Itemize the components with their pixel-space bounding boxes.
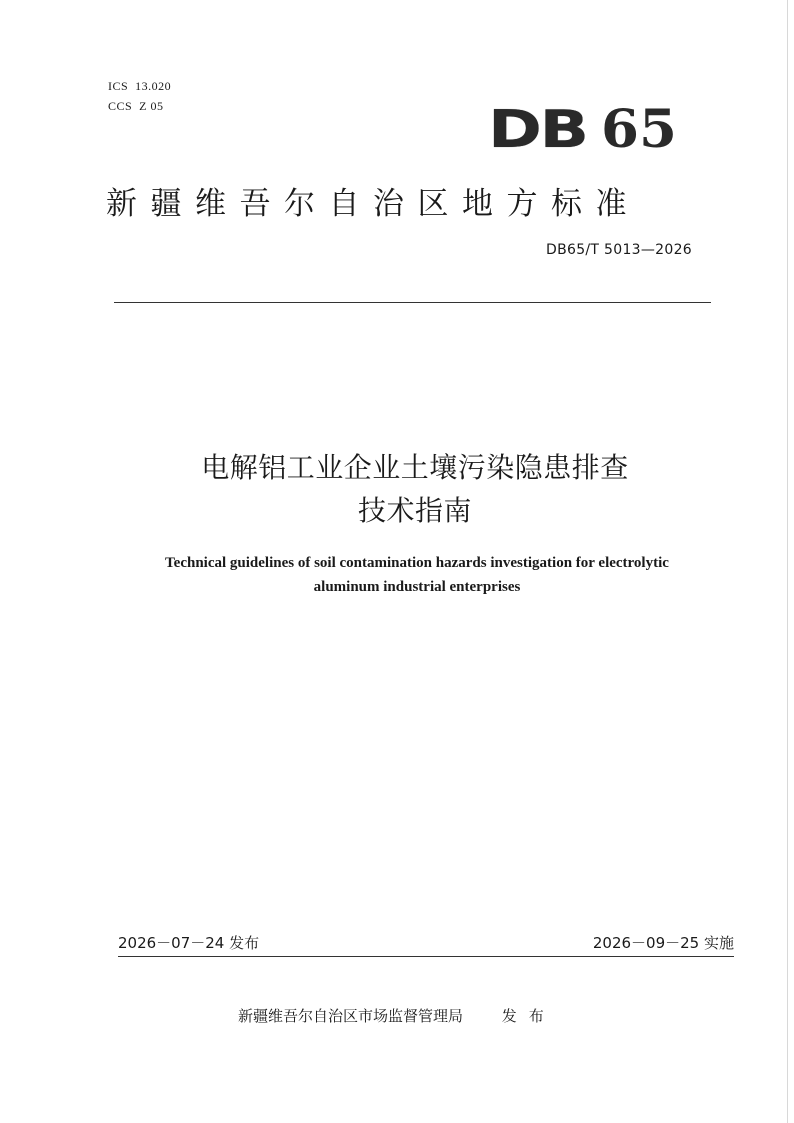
title-chinese: [0, 446, 794, 532]
publisher-line: [238, 1005, 556, 1027]
ccs-code: CCS Z 05: [108, 99, 164, 113]
publisher-name: 新疆维吾尔自治区市场监督管理局: [238, 1007, 464, 1025]
issue-date: 2026－07－24 发布: [118, 934, 260, 952]
db-standard-logo: [488, 99, 677, 164]
title-english-line1: Technical guidelines of soil contamination hazards investigation for electrolytic: [165, 555, 669, 571]
ics-code: ICS 13.020: [108, 79, 172, 93]
title-english-line2: aluminum industrial enterprises: [313, 579, 521, 595]
title-chinese-line1: 电解铝工业企业土壤污染隐患排查: [201, 451, 629, 484]
top-divider: [114, 302, 711, 303]
standard-code: DB65/T 5013—2026: [546, 242, 692, 258]
title-chinese-line2: 技术指南: [357, 494, 472, 527]
implementation-date: 2026－09－25 实施: [592, 934, 734, 952]
db-logo-letters: DB: [488, 100, 587, 160]
standard-category: 新疆维吾尔自治区地方标准: [106, 186, 640, 222]
title-english: [0, 551, 794, 599]
publisher-action: 发布: [501, 1007, 556, 1025]
db-logo-number: 65: [600, 99, 677, 160]
bottom-divider: [118, 956, 734, 957]
classification-codes: [108, 76, 171, 116]
